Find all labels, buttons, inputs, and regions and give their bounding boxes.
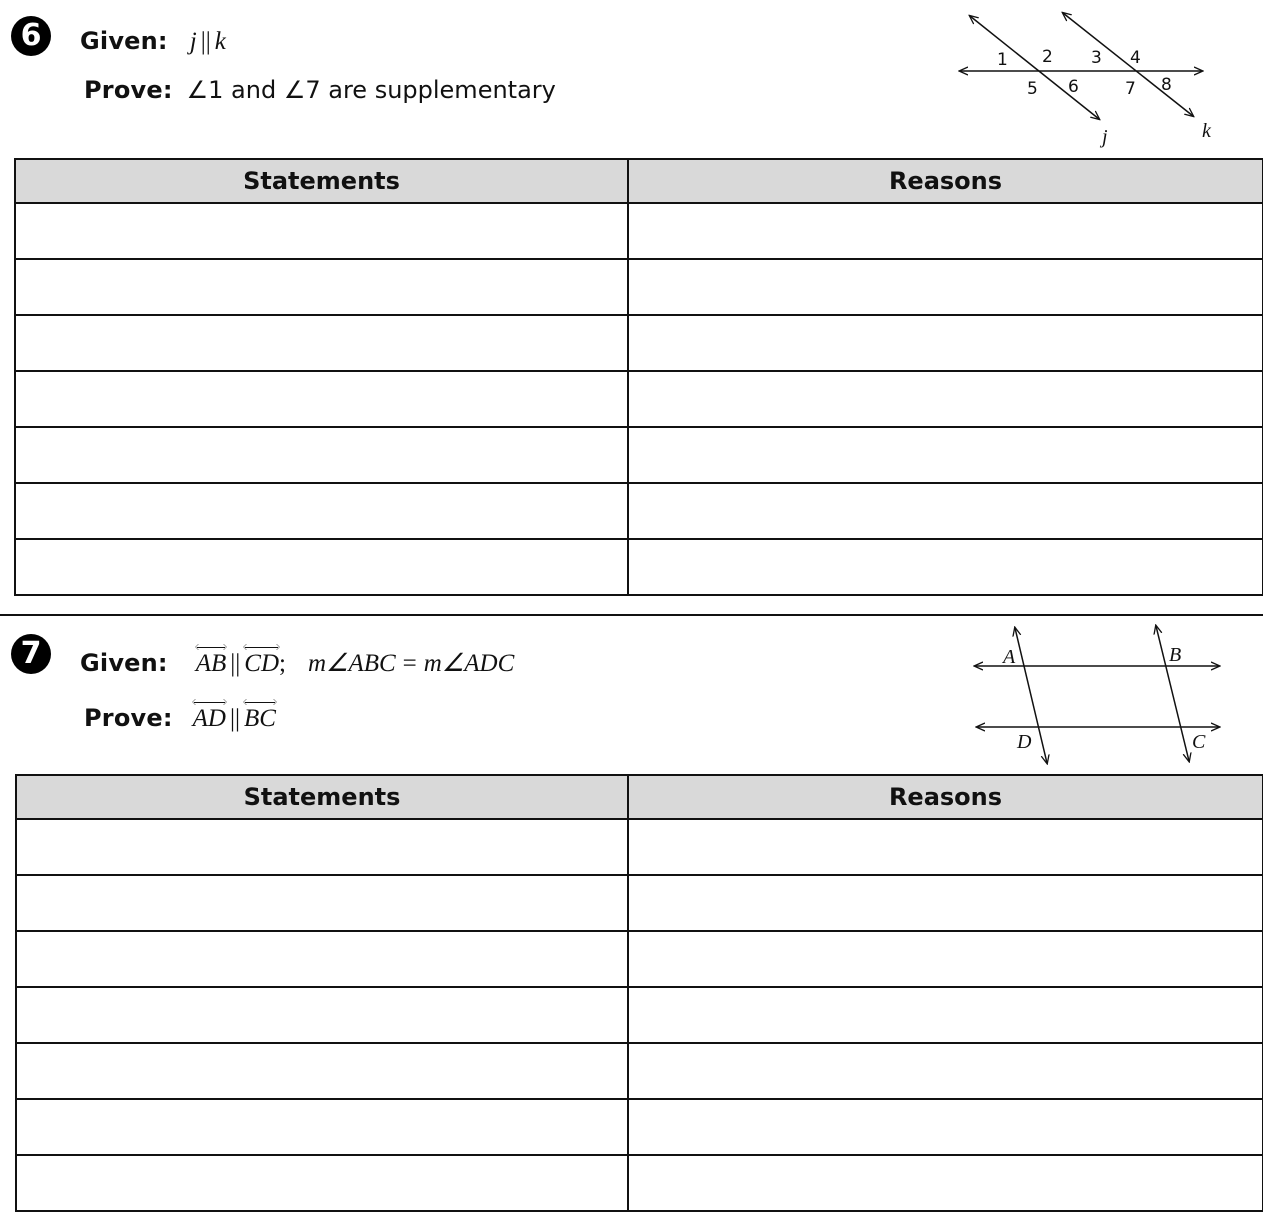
table-row: [15, 483, 1263, 539]
given-line-j: j: [189, 28, 197, 55]
angle-label-8: 8: [1161, 75, 1172, 95]
given-label: Given:: [80, 27, 168, 55]
statement-cell[interactable]: [16, 987, 628, 1043]
reason-cell[interactable]: [628, 1043, 1263, 1099]
angle-label-1: 1: [997, 50, 1008, 70]
parallel-lines-figure: [950, 8, 1215, 153]
point-label-d: D: [1017, 731, 1032, 753]
angle-label-7: 7: [1125, 79, 1136, 99]
statement-cell[interactable]: [16, 1155, 628, 1211]
statements-header: Statements: [15, 159, 628, 203]
parallel-symbol: ||: [229, 705, 240, 732]
given-separator: ;: [279, 650, 286, 677]
reason-cell[interactable]: [628, 987, 1263, 1043]
prove-line: [84, 704, 276, 733]
angle-label-2: 2: [1042, 47, 1053, 67]
table-row: [16, 1099, 1263, 1155]
table-row: [16, 819, 1263, 875]
table-row: [15, 203, 1263, 259]
reason-cell[interactable]: [628, 483, 1263, 539]
line-label-k: k: [1202, 120, 1211, 142]
prove-line-ad: AD: [192, 705, 226, 732]
statement-cell[interactable]: [15, 427, 628, 483]
equals-sign: =: [402, 650, 417, 677]
statement-cell[interactable]: [16, 931, 628, 987]
problem-number-badge: 7: [11, 634, 51, 674]
table-row: [15, 315, 1263, 371]
point-label-c: C: [1192, 731, 1206, 753]
line-j: [970, 16, 1099, 119]
parallel-symbol: ||: [200, 28, 211, 55]
point-label-a: A: [1003, 646, 1016, 668]
parallelogram-figure: [965, 620, 1230, 770]
prove-statement: ∠1 and ∠7 are supplementary: [186, 76, 556, 104]
reason-cell[interactable]: [628, 203, 1263, 259]
reason-cell[interactable]: [628, 315, 1263, 371]
prove-line-bc: BC: [243, 705, 276, 732]
angle-label-6: 6: [1068, 77, 1079, 97]
table-row: [15, 427, 1263, 483]
line-label-j: j: [1102, 126, 1108, 148]
problem-number-badge: 6: [11, 16, 51, 56]
statement-cell[interactable]: [16, 1099, 628, 1155]
statement-cell[interactable]: [16, 1043, 628, 1099]
statement-cell[interactable]: [16, 819, 628, 875]
table-row: [16, 875, 1263, 931]
table-row: [15, 539, 1263, 595]
angle-label-3: 3: [1091, 48, 1102, 68]
parallel-symbol: ||: [230, 650, 241, 677]
given-line-cd: CD: [244, 650, 280, 677]
given-line: [80, 648, 514, 678]
angle-label-5: 5: [1027, 79, 1038, 99]
reasons-header: Reasons: [628, 159, 1263, 203]
reason-cell[interactable]: [628, 1099, 1263, 1155]
table-row: [16, 1043, 1263, 1099]
statement-cell[interactable]: [15, 203, 628, 259]
reason-cell[interactable]: [628, 427, 1263, 483]
table-row: [15, 371, 1263, 427]
statement-cell[interactable]: [15, 483, 628, 539]
given-line: [80, 27, 226, 56]
given-angle-adc: m∠ADC: [423, 650, 515, 677]
statement-cell[interactable]: [15, 315, 628, 371]
statements-header: Statements: [16, 775, 628, 819]
table-row: [15, 259, 1263, 315]
prove-label: Prove:: [84, 76, 173, 104]
table-row: [16, 931, 1263, 987]
reason-cell[interactable]: [628, 819, 1263, 875]
reason-cell[interactable]: [628, 1155, 1263, 1211]
table-row: [16, 1155, 1263, 1211]
section-divider: [0, 614, 1263, 616]
proof-table: [15, 774, 1263, 1212]
angle-label-4: 4: [1130, 48, 1141, 68]
table-row: [16, 987, 1263, 1043]
line-k: [1063, 13, 1193, 116]
reason-cell[interactable]: [628, 875, 1263, 931]
given-line-ab: AB: [195, 650, 227, 677]
given-line-k: k: [214, 28, 226, 55]
reason-cell[interactable]: [628, 931, 1263, 987]
prove-label: Prove:: [84, 704, 173, 732]
given-label: Given:: [80, 649, 168, 677]
given-angle-abc: m∠ABC: [307, 650, 396, 677]
prove-line: [84, 76, 556, 104]
reason-cell[interactable]: [628, 539, 1263, 595]
reasons-header: Reasons: [628, 775, 1263, 819]
statement-cell[interactable]: [15, 371, 628, 427]
statement-cell[interactable]: [16, 875, 628, 931]
problem-7: [0, 620, 1263, 1224]
problem-6: [0, 0, 1263, 605]
reason-cell[interactable]: [628, 371, 1263, 427]
reason-cell[interactable]: [628, 259, 1263, 315]
proof-table: [14, 158, 1263, 596]
point-label-b: B: [1169, 644, 1182, 666]
statement-cell[interactable]: [15, 539, 628, 595]
statement-cell[interactable]: [15, 259, 628, 315]
